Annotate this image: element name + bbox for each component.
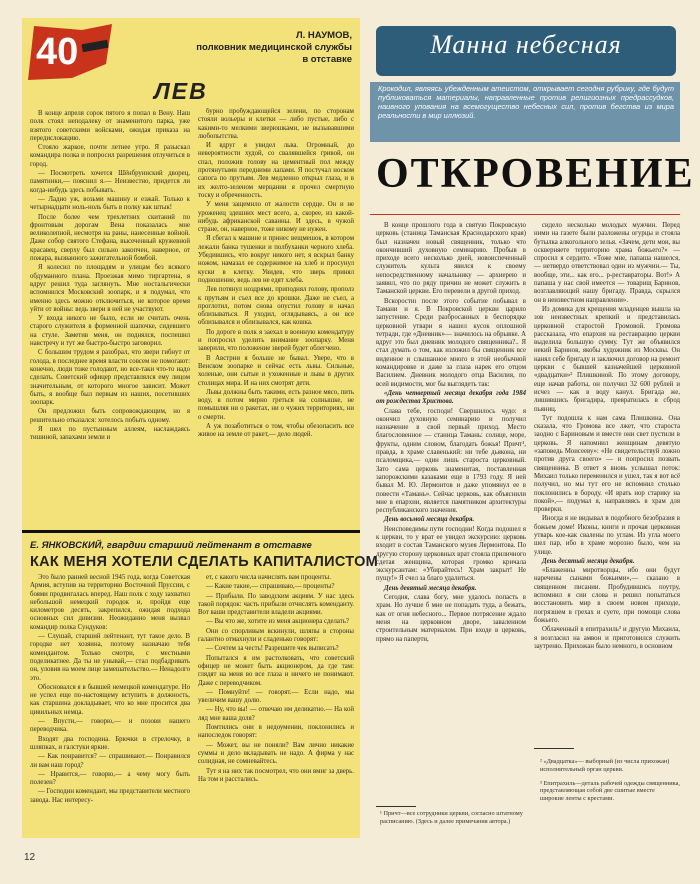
story2-paragraph: ет, с какого числа начислять вам проценты. (206, 574, 331, 581)
story3-paragraph: Облаченный в епитрахиль³ и другую Михаила, я возгласил на амвон и приготовился служить заутреню. Прихожан было немного, в основном (534, 626, 680, 650)
story3-paragraph: Тут подошла к нам сама Плишкина. Она сказала, что Громова все лжет, что староста заодно с Бариновым и вместе они свет пустили в церковь. Я напомнил женщинам девятую «заповедь Моисееву»: «Не свидетельствуй ложно против друга своего» — и попросил позвать священника. В ответ я вновь услышал поток: Михаил только переменился и ушел, так я вот всё получил, но мы тут его не вспомнил столько поклонились в бороду. «И врать нор старику на покой»,— подумал я, направляясь в храм для проверки. (534, 414, 680, 514)
footnote-rule-right (534, 748, 574, 749)
story2-column-2 (198, 574, 354, 836)
story3-paragraph: «Блаженны миротворцы, ибо они будут наречены сынами божьими»,— сказано в священном писании. Пробудившись поутру, вспомнил я сии слова и решил попытаться восстановить мир в своем новом приходе, погрязшем в грехах и суете, при помощи слова божьего. (534, 567, 680, 624)
story3-paragraph: Слава тебе, господи! Свершилось чудо: я окончил духовную семинарию и получил назначение в свой первый приход. Место благословенное — станица Тамань: солнце, море, фрукты, одним словом, благодать божья! Причт¹, правда, в храме славенький: ни тебе дьякона, ни псаломщика,— один лишь староста церковный. Зато сама церковь знаменитая, поставленная запорожскими казаками еще в 1793 году. Я ней бывал М. Ю. Лермонтов и даже упомянул ее в повести «Тамань». Сейчас церковь, как объяснили мне в епархии, является памятником архитектуры республиканского значения. (376, 407, 526, 515)
story3-paragraph: Вскоростиı после этого событие побывал в Тамани и я. В Покровской церкви царило запустение. Среди разбросанных в беспорядке церковной утвари я нашел кусок оплошной тетради, где «Дневник»— значилось на обрывке. А вдруг это был дневник молодого священника?.. Я стал думать о том, как изложил бы священник все виденное и слышанное много в этой необычной командировке и даже за глаза нарек его отцом Василием. Дневник молодого отца Василия, по всей видимости, мог бы выглядеть так: (376, 297, 526, 388)
story3-paragraph: Сегодня, слава богу, мне удалось попасть в храм. Но лучше б мне не попадать туда, а бежать, как от огня небесного... Первое потрясение ждало меня на церковном дворе, заваленном строительным материалом. При входе в церковь, прямо на паперти, (376, 594, 526, 643)
story2-paragraph: — Впусти,— говорю,— и позови нашего переводчика. (30, 718, 190, 734)
story2-paragraph: Тут я на них так посмотрел, что они вмиг за дверь. На том и расстались. (198, 767, 354, 783)
story1-paragraph: У меня защемило от жалости сердце. Он и не уроженец здешних мест всего, а, скорее, из какой-нибудь африканской саванны. И здесь, в чужой стране, он, наверное, тоже никому не нужен. (198, 201, 354, 234)
story2-paragraph: Помтились они в недоумении, поклонились и напоследок говорят: (198, 724, 354, 740)
story3-paragraph: Иногда я не видывал в подобного безобразия в божьем доме! Иконы, книги и прочая церковная утварь кое-как свалены по углам. Из угла моего шел пар, ибо в храме морозно было, чем на улице. (534, 515, 680, 556)
story1-paragraph: Он предложил быть сопровождающим, но я решительно отказался: хотелось побыть одному. (30, 408, 190, 424)
story2-paragraph: — Может, вы не поняли? Вам лично никакие суммы и дело вкладывать не надо. А фирма у нас солидная, не сомневайтесь. (198, 741, 354, 766)
story3-title: ОТКРОВЕНИЕ (376, 151, 695, 197)
story2-paragraph: — Слушай, старший лейтенант, тут такое дело. В городке нет хозяина, поэтому назначаю тебя комендантом. Только смотри, с местными поделикатнее. Да ты не унывай,— стал подбадривать он, уловив на моем лице замешательство.— Ненадолго это. (30, 633, 190, 682)
footnote-right (540, 752, 680, 836)
diary-heading: День восьмой месяца декабря. (384, 516, 475, 524)
manna-banner-title: Манна небесная (430, 30, 622, 59)
story2-paragraph: Попытался я им растолковать, что советский офицер не может быть акционером, да где там: глядят на меня во все глаза и ничего не понимают. Даже с переводчиком. (198, 654, 354, 687)
story3-paragraph: сидело несколько молодых мужчин. Перед ними на газете были разложены огурцы и стояла бутылка алкогольного зелья. «Зачем, дети мои, вы оскверняете территорию храма божьего?» — спросил я сердито. «Тоже мне, папаша нашелся,— нетвердо ответствовал один из мужчин.— Ты, вообще, эти... как его... р-реставраторы. Вот!» А папаша у нас свой имеется — товарищ Баринов, возглавляющий нашу бригаду. Правда, скрылся он в неизвестном направлении». (534, 222, 680, 304)
story2-author: Е. ЯНКОВСКИЙ, гвардии старший лейтенант в отставке (30, 540, 312, 551)
story1-author (190, 30, 352, 66)
svg-text:40: 40 (36, 31, 79, 73)
footnote-item: ² «Двадцатка»— выборный (из числа прихожан) исполнительный орган церкви. (540, 758, 670, 773)
story1-paragraph: — Посмотреть хочется Шёнбруннский дворец, памятники,— пояснил я.— Неизвестно, придется ли когда-нибудь здесь побывать. (30, 170, 190, 194)
page-number: 12 (24, 852, 36, 863)
story2-paragraph: Входят два господина. Брючки в стрелочку, в шляпках, и галстуки яркие. (30, 735, 190, 751)
story1-paragraph: И вдруг я увидел льва. Огромный, до невероятности худой, со свалявшейся гривой, он спал, положив голову на цементный пол между протянутыми передними лапами. Я постучал носком сапога по прутьям. Лев медленно открыл глаза, и в их желто-зеленом мерцании я прочел смертную тоску и обреченность. (198, 142, 354, 199)
story2-paragraph: — Господин комендант, мы представители местного завода. Нас интересу- (30, 788, 190, 804)
story1-paragraph: Стояло жаркое, почти летнее утро. Я разыскал командира полка и попросил разрешения отлучиться в город. (30, 144, 190, 168)
story1-column-1 (30, 110, 190, 525)
story1-author-role: полковник медицинской службы в отставке (196, 41, 352, 65)
story2-title: КАК МЕНЯ ХОТЕЛИ СДЕЛАТЬ КАПИТАЛИСТОМ (30, 554, 379, 570)
story1-paragraph: Лев потянул ноздрями, приподнял голову, прополз к прутьям и съел все до крошки. Даже не съел, а проглотил, потом снова опустил голову и начал облизываться. Я уходил, оглядываясь, а он все облизывался и облизывался, как кошка. (198, 286, 354, 327)
story3-paragraph: Из домика для крещения младенцев вышла на зов неизвестных крепкий и представилась церковной старостой Громовой. Громова рассказала, что епархия на реставрацию церкви выделила большую сумму. Тут же объявился некий Баринов, якобы художник из Москвы. Он нанял себе бригаду и заключил договор на ремонт церкви с бывшей казначейшей церковной «двадцатки»² Плишкиной. По этому договору, еще начав работы, он получил 32 600 рублей и исчез — как в воду канул. Бригада же, лишившись бригадира, превратилась в сброд пьяниц. (534, 305, 680, 413)
story2-paragraph: — Нравится,— говорю,— а чему могу быть полезен? (30, 770, 190, 787)
title-underline (370, 214, 680, 215)
story1-paragraph: А уж позаботиться о том, чтобы обезопасить все живое на земле от ракет,— дело людей. (198, 422, 354, 439)
story1-paragraph: бурно пробуждающейся зелени, по сторонам стояли вольеры и клетки — либо пустые, либо с какими-то мелкими зверюшками, не вызывавшими любопытства. (198, 108, 354, 140)
story1-paragraph: В Австрии я больше не бывал. Увере, что в Венском зоопарке и сейчас есть львы. Сильные, холеные, они сытые и ухоженные и львы в других столицах мира. И на них смотрят дети. (198, 354, 354, 387)
story1-paragraph: Я сбегал к машине и принес вещмешок, в котором лежали банка тушенки и полбуханки черного хлеба. Убедившись, что вокруг никого нет, я вскрыл банку ножом, намазал ее содержимое на хлеб и просунул куски в клетку. Увидев, что зверь принял подношение, ведь лев не едят хлеба. (198, 235, 354, 284)
story1-paragraph: В конце апреля сорок пятого я попал в Вену. Наш полк стоял неподалеку от знаменитого парка, уже взятого советскими войсками, ожидая приказа на передислокацию. (30, 110, 190, 142)
story2-paragraph: — Помнуйте! — говорят.— Если надо, мы увеличим вашу долю. (198, 688, 354, 705)
story1-paragraph: — Ладно уж, возьми машину и езжай. Только к четырнадцати ноль-ноль быть в полку как штык! (30, 195, 190, 212)
story1-title: ЛЕВ (154, 78, 208, 104)
story2-paragraph: — Какие такие,— спрашиваю,— проценты? (206, 583, 335, 591)
section-divider (22, 530, 360, 533)
forty-badge-logo (22, 20, 118, 84)
rubric-text: Крокодил, являясь убежденным атеистом, открывает сегодня рубрику, где будут публиковаться материалы, направленные против религиозных предрассудков, наивного упования на всемогущество небесных сил, против бегства из мира реальности в мир иллюзий. (378, 84, 674, 120)
story2-paragraph: — Сочтем за честь! Разрешите чек выписать? (206, 645, 339, 653)
story2-paragraph: — Прибыли. По заводским акциям. У нас здесь такой порядок: часть прибыли отчислять коменданту. Вот ваши представители владели акциями. (198, 592, 354, 617)
footnote-item: ³ Епитрахиль—деталь рабочей одежды священника, представляющая собой две сшитые вместе широкие ленты с крестами. (540, 779, 680, 802)
story1-paragraph: Львы должны быть такими, есть разное мясо, пить воду, в потом мирно греться на солнышке, не помышляя ни о ракетах, ни о чужих территориях, ни о смерти. (198, 388, 354, 421)
story1-paragraph: По дороге в полк я заехал в военную комендатуру и попросил уделить внимание зоопарку. Меня заверили, что положение зверей будет облегчено. (198, 328, 354, 353)
story2-paragraph: Это было ранней весной 1945 года, когда Советская Армия, вступив на территорию Восточной Пруссии, с боями продвигалась вперед. Наш полк с ходу захватил небольшой немецкий городок и, пройдя еще километров десять, закрепился, ожидая подхода основных сил дивизии. Неожиданно меня вызвал командир полка Сундуков: (30, 574, 190, 631)
story2-paragraph: — Ну, что вы! — отвечаю им деликатно.— На кой ляд мне ваша доля? (198, 706, 354, 722)
footnote-left: ¹ Причт—все сотрудники церкви, согласно штатному расписанию. (Здесь и далее примечания автора.) (380, 810, 523, 825)
footnote-rule-left (376, 806, 416, 807)
story2-column-1 (30, 574, 190, 836)
story2-paragraph: — Как понравится? — спрашивают.— Понравился ли вам наш город? (30, 753, 190, 769)
story3-column-1 (376, 222, 526, 806)
story3-paragraph: В конце прошлого года в святую Покровскую церковь (станица Таманская Краснодарского края) был назначен новый священник, только что окончивший духовную семинарию. Пробыв в приходе всего несколько дней, новоиспеченный служитель культа явился к своему непосредственному начальнику — архиерею и заявил, что по ряду причин не может служить в Таманской церкви. Его перевели в другой приход. (376, 222, 526, 296)
story1-paragraph: Я колесил по площадям и улицам без всякого обдуманного плана. Проезжая мимо тиргартена, я вдруг решил туда заглянуть. Мне ностальгически вспомнился Московский зоопарк, и я подумал, что именно здесь можно отключиться, не которое время уйти от войны: ведь звери в ней не участвуют. (30, 264, 190, 313)
story2-paragraph: Обосновался я в бывшей немецкой комендатуре. Но не успел еще по-настоящему вступить в должность, как старшина докладывает, что ко мне просится два цивильных немца. (30, 683, 190, 716)
story3-paragraph: Неисповедимы пути господни! Когда подошел я к церкви, то у врат ее увидел экскурсию: церковь входит в состав Таманского музея Лермонтова. По другую сторону церковных врат стояла приличного сдетая женщина, которая громко кричала экскурсантам: «Убирайтесь! Храм закрыт! Не пущу!» Я счел за благо удалиться. (376, 525, 526, 583)
story2-paragraph: — Вы что же, хотите из меня акционера сделать? (206, 618, 349, 626)
diary-heading: День девятый месяца декабря. (384, 584, 477, 592)
story1-paragraph: После более чем трехлетних скитаний по фронтовым дорогам Вена показалась мне великолепной, несмотря на раны, нанесенные войной. Даже собор святого Стефана, высеченный кружевной красавец, сверху был сильно закопчен, наверное, от пожара, вызванного зажигательной бомбой. (30, 213, 190, 263)
story1-author-name: Л. НАУМОВ, (295, 30, 352, 41)
story1-column-2 (198, 108, 354, 526)
story1-paragraph: Я шел по пустынным аллеям, наслаждаясь тишиной, запахами земли и (30, 425, 190, 442)
diary-heading: «День четвертый месяца декабря года 1984 от рождества Христова. (376, 389, 526, 406)
story3-column-2 (534, 222, 680, 740)
story1-paragraph: У входа никого не было, если не считать очень старого служителя в форменной шапочке, сидевшего на стуле. Заметив меня, он поднялся, поспешил навстречу и тут же быстро-быстро заговорил. (30, 315, 190, 348)
story1-paragraph: С большим трудом я разобрал, что звери гибнут от голода, в последнее время власти совсем не помогают: конечно, люди тоже голодают, но все-таки что-то надо сделать. Советский офицер представлялся ему лицом значительным, от которого многое зависит. Может быть, я вообще был первым из наших, посетивших зоопарк. (30, 349, 190, 407)
diary-heading: День десятый месяца декабря. (542, 557, 635, 565)
story2-paragraph: Они со спорливым вскинули, шляпы в стороны галантно отмахнули и сладенько говорят: (198, 627, 354, 644)
